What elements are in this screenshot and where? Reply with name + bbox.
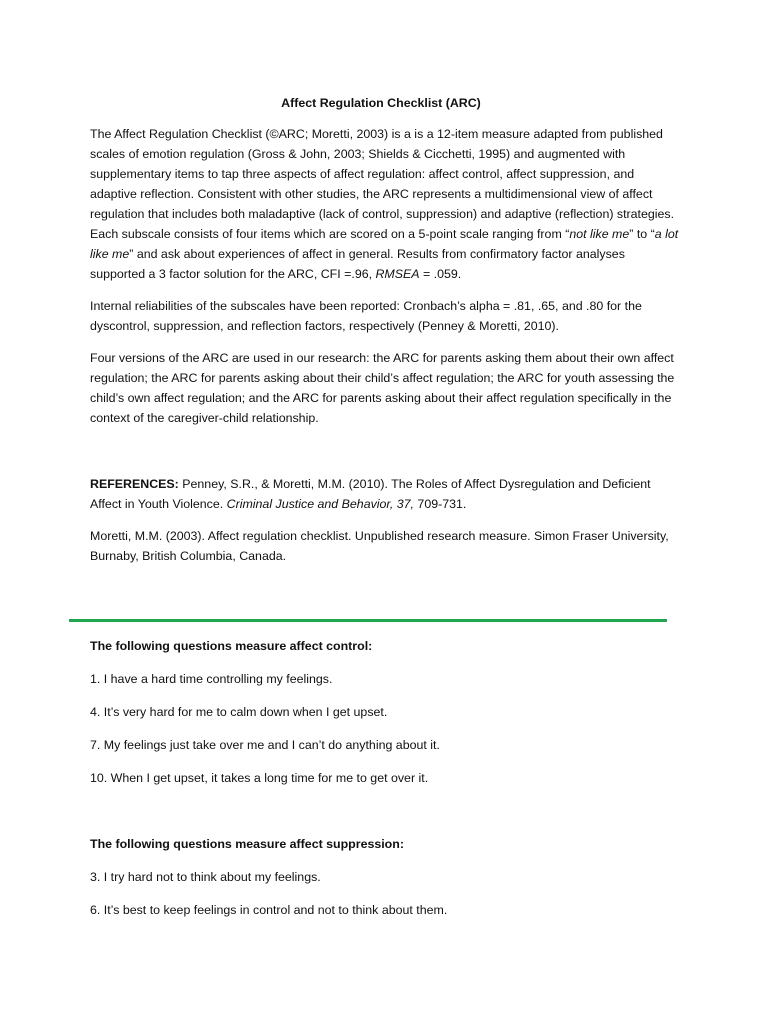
intro-paragraph-1 [90,124,680,284]
reference-1-journal: Criminal Justice and Behavior, 37, [226,497,414,511]
intro-p1-text-b: ” to “ [629,227,655,241]
question-item: 6. It’s best to keep feelings in control and not to think about them. [90,903,448,917]
intro-paragraph-2: Internal reliabilities of the subscales have been reported: Cronbach’s alpha = .81, .65, and .80 for the dyscontrol, suppression, and reflection factors, respectively (Penney & Moretti, 2010). [90,299,642,333]
reference-1 [90,474,680,514]
intro-p1-em-a-lot-like-me: a lot like me [90,227,679,261]
question-item: 4. It’s very hard for me to calm down when I get upset. [90,705,388,719]
reference-1-text-a: Penney, S.R., & Moretti, M.M. (2010). The Roles of Affect Dysregulation and Deficient Affect in Youth Violence. [90,477,651,511]
question-item: 1. I have a hard time controlling my feelings. [90,672,333,686]
question-item: 3. I try hard not to think about my feelings. [90,870,321,884]
document-body [90,93,680,578]
intro-p1-em-not-like-me: not like me [569,227,630,241]
intro-p1-text-d: = .059. [419,267,462,281]
questions-area [90,636,680,933]
intro-p1-text-c: ” and ask about experiences of affect in general. Results from confirmatory factor analyses supported a 3 factor solution for the ARC, CFI =.96, [90,247,625,281]
affect-control-section [90,636,680,788]
document-title: Affect Regulation Checklist (ARC) [281,96,481,110]
section-divider [69,619,667,622]
question-item: 10. When I get upset, it takes a long time for me to get over it. [90,771,429,785]
intro-p1-em-rmsea: RMSEA [375,267,420,281]
section-heading: The following questions measure affect control: [90,639,373,653]
reference-1-text-b: 709-731. [413,497,467,511]
section-heading: The following questions measure affect suppression: [90,837,404,851]
references-label: REFERENCES: [90,477,179,491]
affect-suppression-section [90,834,680,920]
intro-paragraph-3: Four versions of the ARC are used in our research: the ARC for parents asking them about their own affect regulation; the ARC for parents asking about their child’s affect regulation; the ARC for youth assessing the child’s own affect regulation; and the ARC for parents asking about their affect regulation specifically in the context of the caregiver-child relationship. [90,351,675,425]
question-item: 7. My feelings just take over me and I can’t do anything about it. [90,738,440,752]
intro-p1-text-a: The Affect Regulation Checklist (©ARC; Moretti, 2003) is a is a 12-item measure adapted from published scales of emotion regulation (Gross & John, 2003; Shields & Cicchetti, 1995) and augmented with supplementary items to tap three aspects of affect regulation: affect control, affect suppression, and adaptive reflection. Consistent with other studies, the ARC represents a multidimensional view of affect regulation that includes both maladaptive (lack of control, suppression) and adaptive (reflection) strategies. Each subscale consists of four items which are scored on a 5-point scale ranging from “ [90,127,675,241]
reference-2: Moretti, M.M. (2003). Affect regulation checklist. Unpublished research measure. Simon Fraser University, Burnaby, British Columbia, Canada. [90,529,669,563]
